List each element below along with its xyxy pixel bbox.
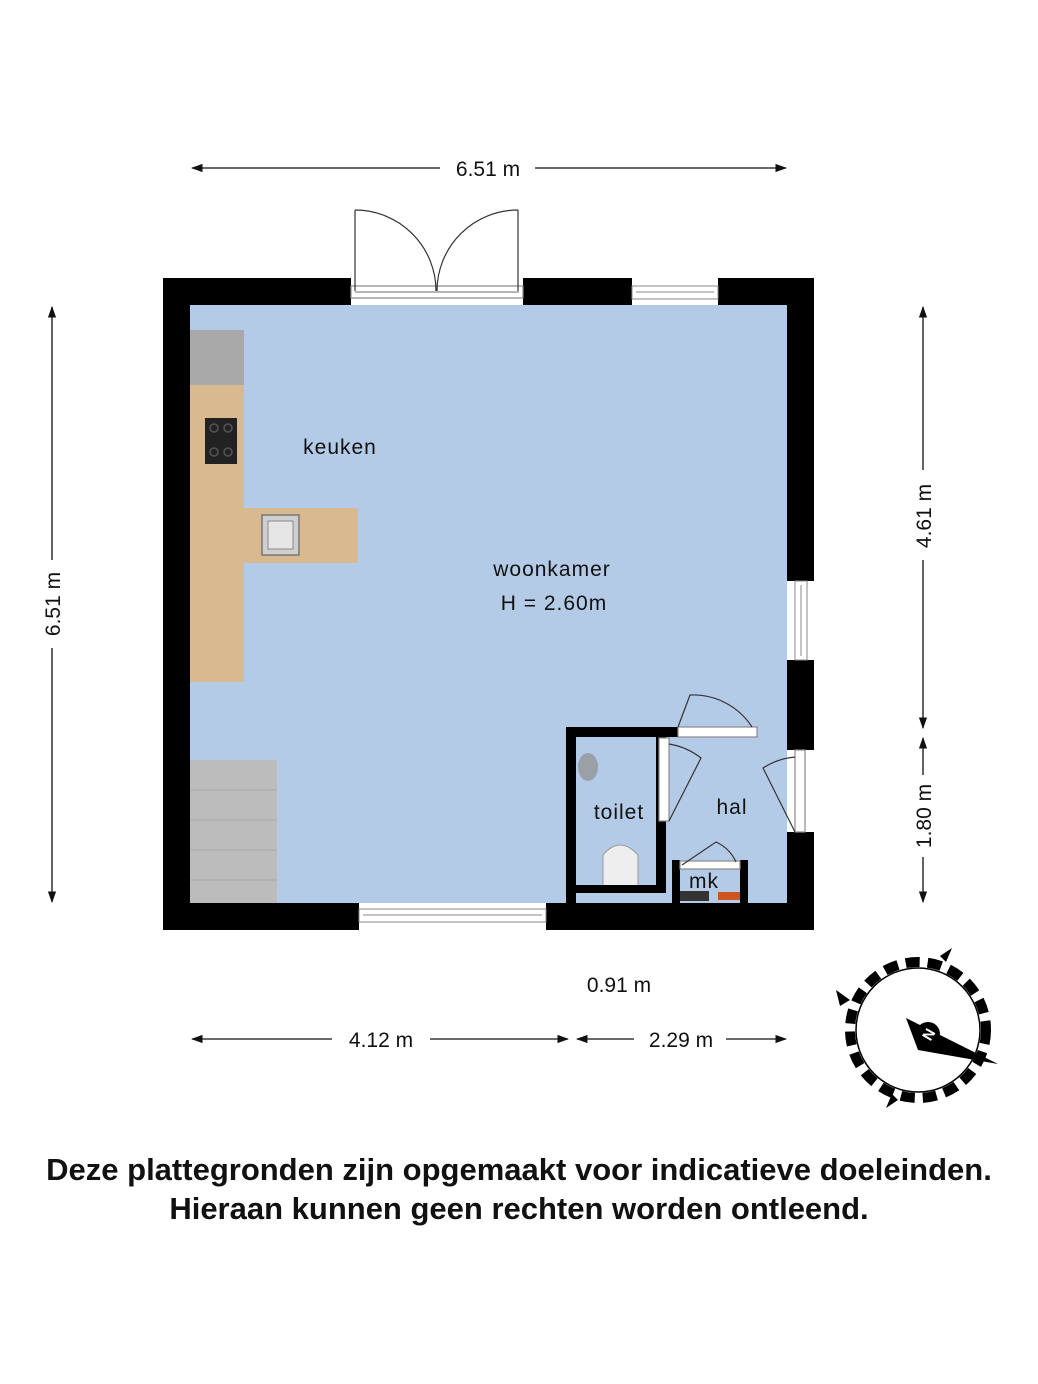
dim-bottom-small: 0.91 m bbox=[586, 974, 652, 997]
stairs bbox=[190, 760, 277, 903]
room-label-hal: hal bbox=[716, 796, 748, 819]
room-label-keuken: keuken bbox=[303, 436, 377, 459]
compass-north-letter: N bbox=[919, 1025, 940, 1044]
disclaimer-line-2: Hieraan kunnen geen rechten worden ontleend. bbox=[169, 1191, 869, 1226]
ceiling-height-label: H = 2.60m bbox=[500, 592, 608, 615]
compass-icon bbox=[836, 948, 998, 1108]
french-doors bbox=[351, 210, 523, 298]
sink-icon bbox=[262, 515, 299, 555]
room-label-mk: mk bbox=[689, 870, 719, 893]
dim-bottom-left: 4.12 m bbox=[348, 1029, 414, 1052]
dim-bottom-right: 2.29 m bbox=[648, 1029, 714, 1052]
room-label-toilet: toilet bbox=[593, 801, 645, 824]
dim-left-height: 6.51 m bbox=[42, 571, 65, 637]
floor-area bbox=[190, 305, 787, 903]
disclaimer-line-1: Deze plattegronden zijn opgemaakt voor indicatieve doeleinden. bbox=[46, 1152, 992, 1187]
cooktop-icon bbox=[205, 418, 237, 464]
room-label-woonkamer: woonkamer bbox=[493, 558, 611, 581]
dim-right-lower: 1.80 m bbox=[913, 783, 936, 849]
dim-top-width: 6.51 m bbox=[455, 158, 521, 181]
dim-right-upper: 4.61 m bbox=[913, 483, 936, 549]
